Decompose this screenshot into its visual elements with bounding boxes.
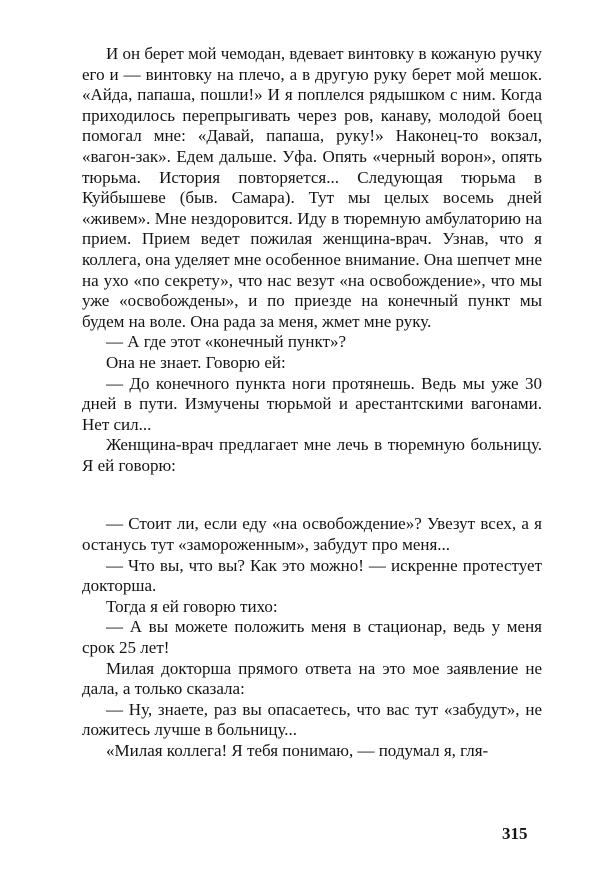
page-text — [82, 44, 542, 762]
page-number: 315 — [502, 824, 528, 843]
paragraph-11: — Ну, знаете, раз вы опасаетесь, что вас тут «забудут», не ложитесь лучше в больницу... — [82, 699, 542, 740]
paragraph-7: — Что вы, что вы? Как это можно! — искренне протестует докторша. — [82, 555, 542, 596]
paragraph-5: Женщина-врач предлагает мне лечь в тюремную больницу. Я ей говорю: — [82, 435, 542, 475]
paragraph-12: «Милая коллега! Я тебя понимаю, — подумал я, гля- — [106, 741, 489, 760]
paragraph-6: — Стоит ли, если еду «на освобождение»? Увезут всех, а я останусь тут «замороженным», забудут про меня... — [82, 514, 542, 555]
paragraph-1: И он берет мой чемодан, вдевает винтовку в кожаную ручку его и — винтовку на плечо, а в другую руку берет мой мешок. «Айда, папаша, пошли!» И я поплелся рядышком с ним. Когда приходилось перепрыгивать через ров, канаву, молодой боец помогал мне: «Давай, папаша, руку!» Наконец-то вокзал, «вагон-зак». Едем дальше. Уфа. Опять «черный ворон», опять тюрьма. История повторяется... Следующая тюрьма в Куйбышеве (быв. Самара). Тут мы целых восемь дней «живем». Мне нездоровится. Иду в тюремную амбулаторию на прием. Прием ведет пожилая женщина-врач. Узнав, что я коллега, она уделяет мне особенное внимание. Она шепчет мне на ухо «по секрету», что нас везут «на освобождение», что мы уже «освобождены», и по приезде на конечный пункт мы будем на воле. Она рада за меня, жмет мне руку. — [82, 44, 542, 331]
paragraph-10: Милая докторша прямого ответа на это мое заявление не дала, а только сказала: — [82, 658, 542, 699]
paragraph-8: Тогда я ей говорю тихо: — [106, 596, 278, 616]
paragraph-9: — А вы можете положить меня в стационар, ведь у меня срок 25 лет! — [82, 617, 542, 658]
paragraph-3: Она не знает. Говорю ей: — [106, 352, 286, 372]
paragraph-4: — До конечного пункта ноги протянешь. Ведь мы уже 30 дней в пути. Измучены тюрьмой и арестантскими вагонами. Нет сил... — [82, 373, 542, 434]
paragraph-2: — А где этот «конечный пункт»? — [106, 332, 347, 352]
